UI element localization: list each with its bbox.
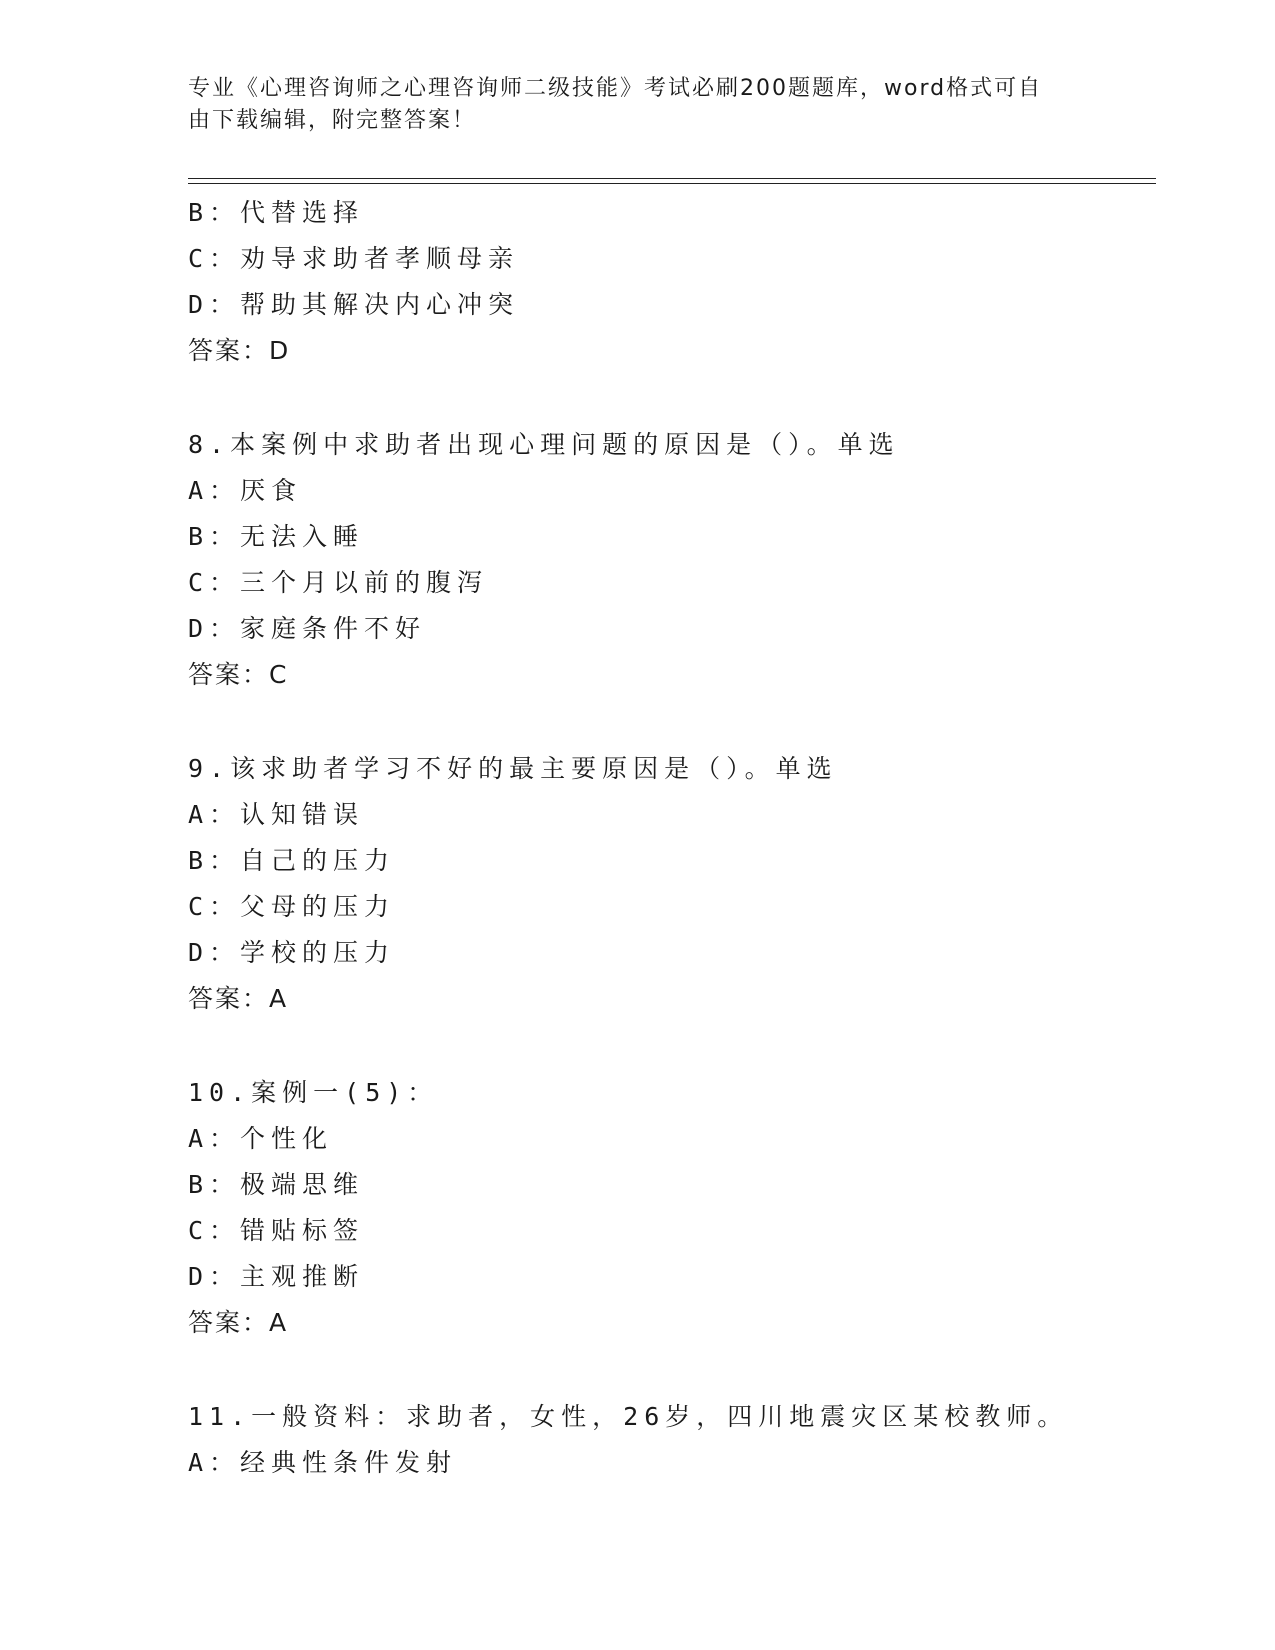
question-stem: 8.本案例中求助者出现心理问题的原因是（）。单选 <box>188 430 900 459</box>
option-a: A：认知错误 <box>188 800 365 829</box>
option-a: A：经典性条件发射 <box>188 1448 458 1477</box>
option-d: D：家庭条件不好 <box>188 614 427 643</box>
header-divider-top <box>188 178 1156 179</box>
option-a: A：厌食 <box>188 476 303 505</box>
question-stem: 9.该求助者学习不好的最主要原因是（）。单选 <box>188 754 838 783</box>
question-block-10 <box>188 1070 1148 1346</box>
option-d: D：学校的压力 <box>188 938 396 967</box>
question-list <box>188 190 1148 1486</box>
question-stem: 11.一般资料：求助者，女性，26岁，四川地震灾区某校教师。 <box>188 1402 1069 1431</box>
option-b: B：代替选择 <box>188 198 365 227</box>
header-divider-bottom <box>188 183 1156 184</box>
answer-line: 答案：C <box>188 660 289 689</box>
header-line-1: 专业《心理咨询师之心理咨询师二级技能》考试必刷200题题库，word格式可自 <box>188 76 1043 101</box>
question-block-prev <box>188 190 1148 374</box>
question-block-9 <box>188 746 1148 1022</box>
option-d: D：主观推断 <box>188 1262 365 1291</box>
question-block-11 <box>188 1394 1148 1486</box>
header-line-2: 由下载编辑，附完整答案！ <box>188 108 477 133</box>
question-block-8 <box>188 422 1148 698</box>
option-c: C：父母的压力 <box>188 892 396 921</box>
option-b: B：极端思维 <box>188 1170 365 1199</box>
document-header <box>188 73 1068 137</box>
option-c: C：错贴标签 <box>188 1216 365 1245</box>
option-b: B：自己的压力 <box>188 846 396 875</box>
option-a: A：个性化 <box>188 1124 334 1153</box>
option-d: D：帮助其解决内心冲突 <box>188 290 520 319</box>
answer-line: 答案：A <box>188 1308 289 1337</box>
option-b: B：无法入睡 <box>188 522 365 551</box>
question-stem: 10.案例一(5)： <box>188 1078 439 1107</box>
answer-line: 答案：A <box>188 984 289 1013</box>
answer-line: 答案：D <box>188 336 291 365</box>
option-c: C：三个月以前的腹泻 <box>188 568 489 597</box>
option-c: C：劝导求助者孝顺母亲 <box>188 244 520 273</box>
